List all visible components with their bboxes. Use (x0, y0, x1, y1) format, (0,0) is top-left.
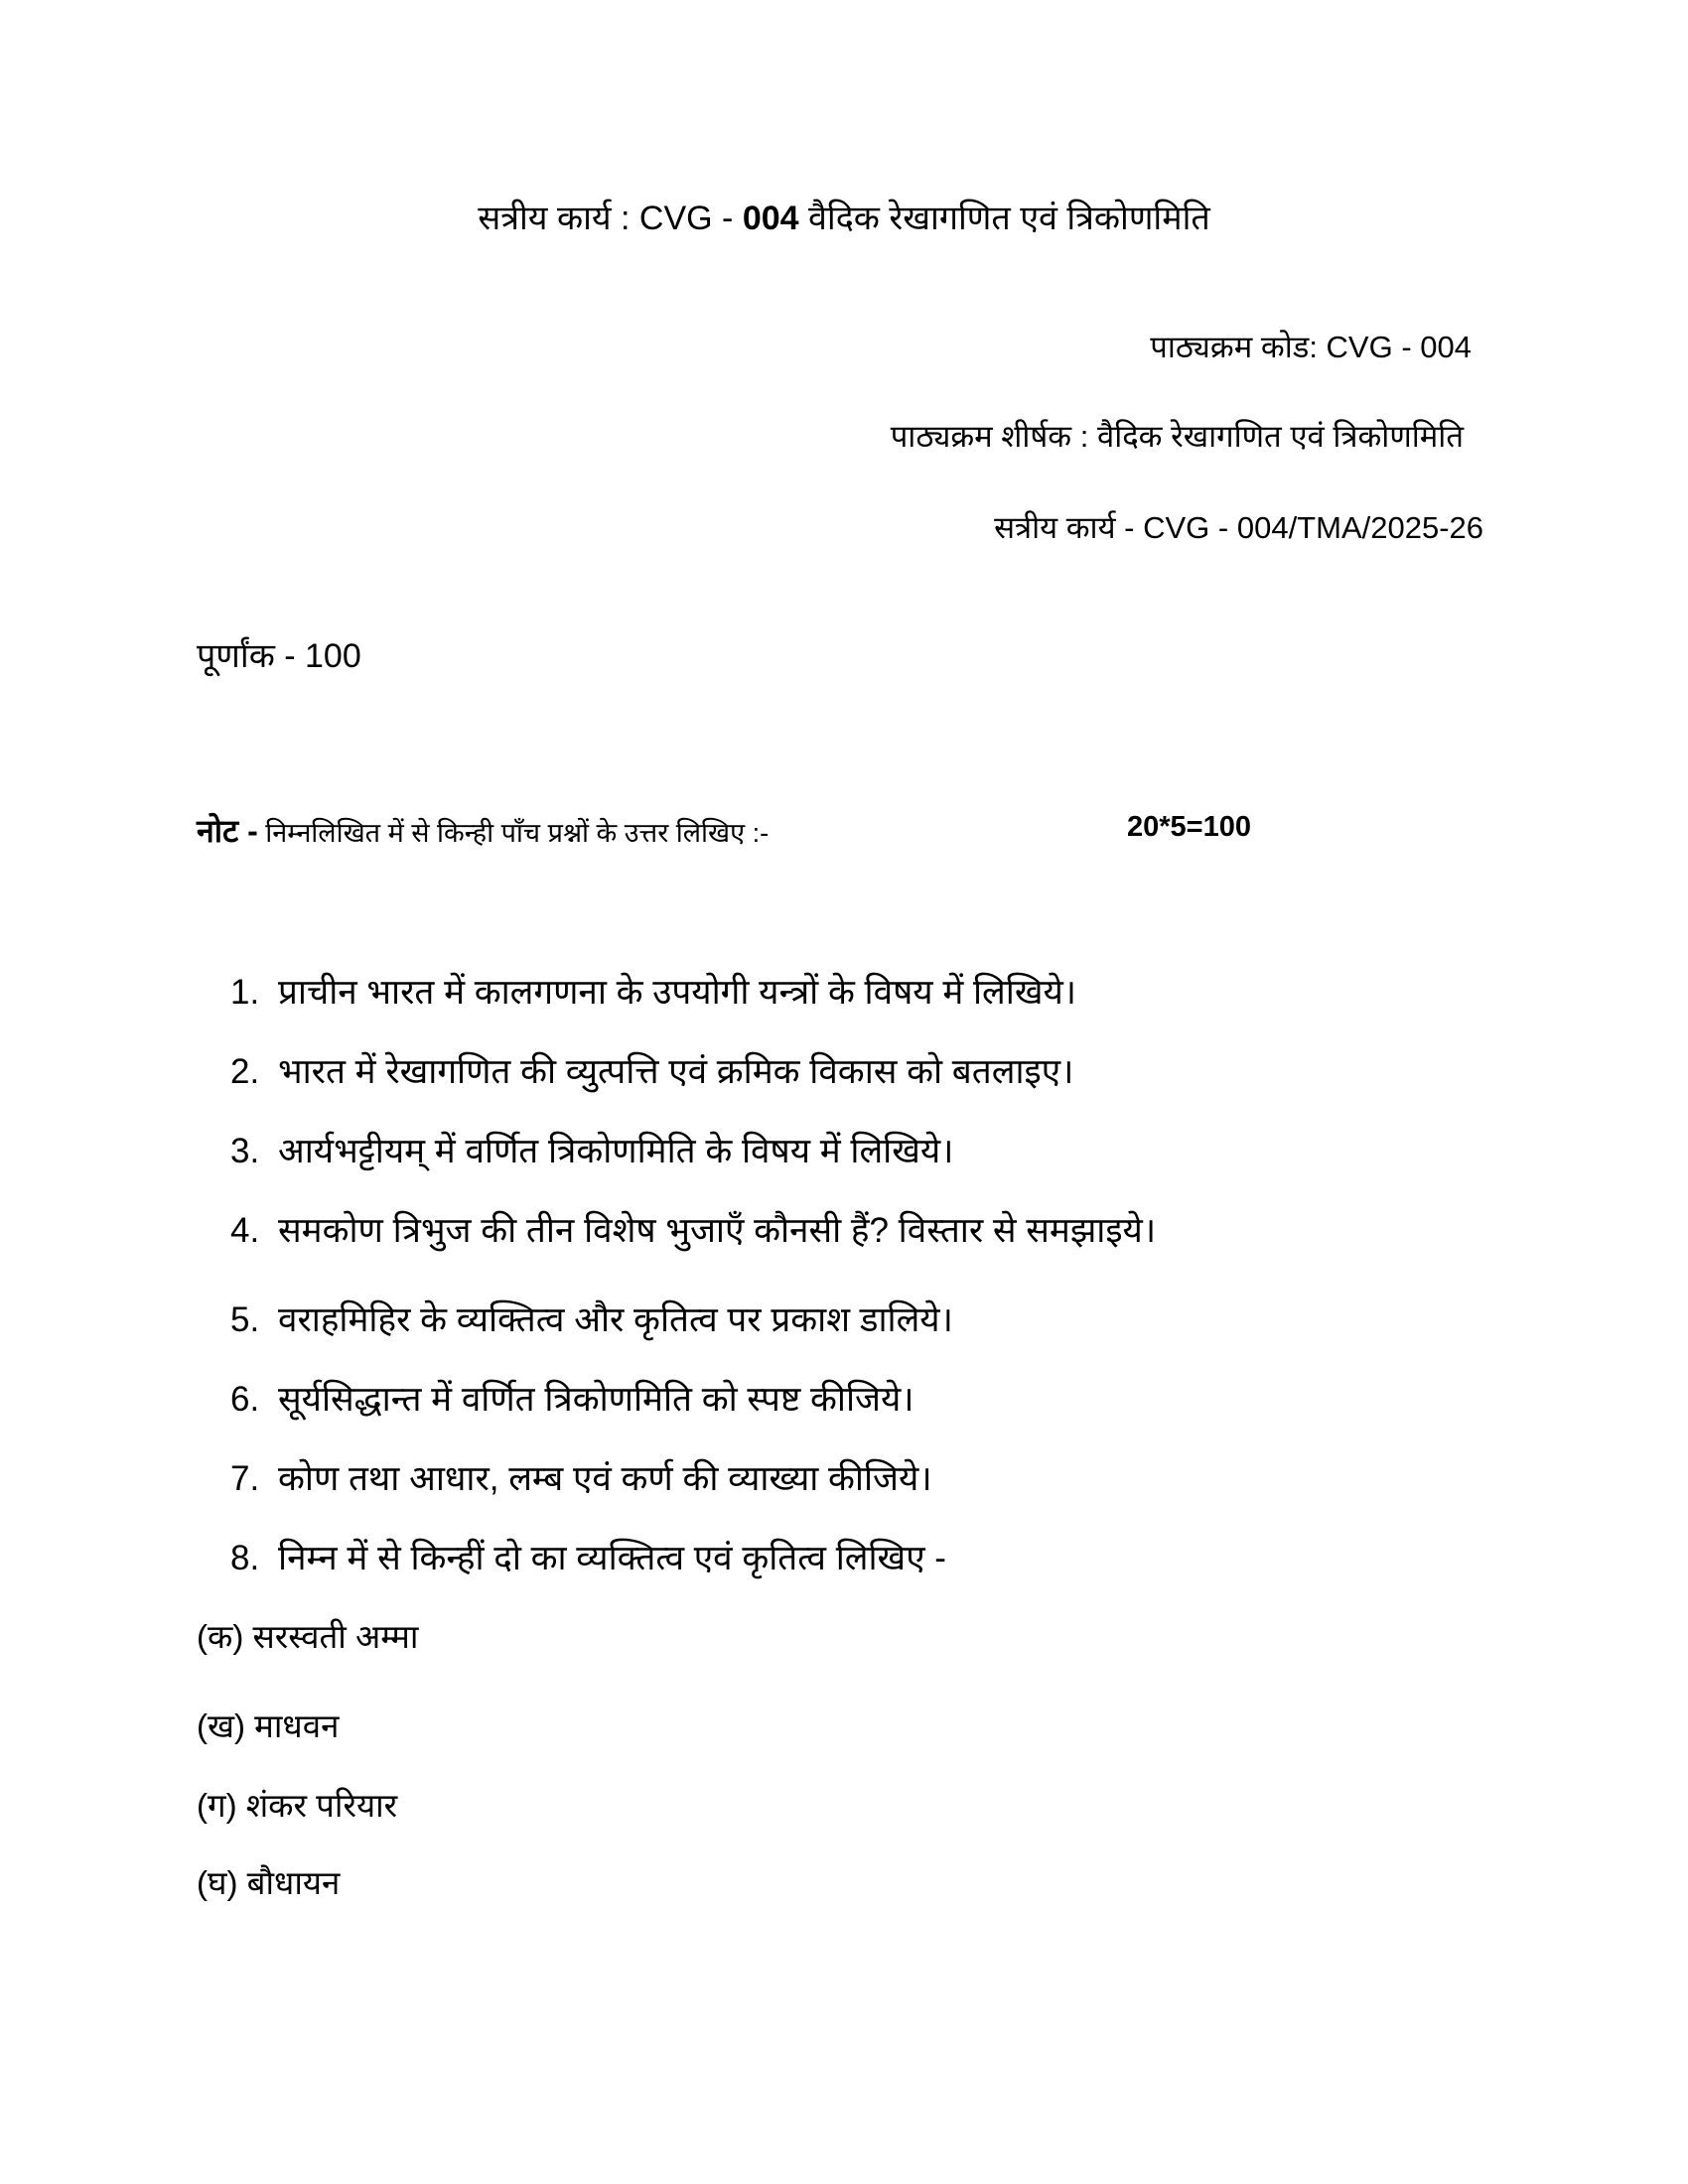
question-item (230, 1454, 932, 1501)
course-title: पाठ्यक्रम शीर्षक : वैदिक रेखागणित एवं त्रिकोणमिति (890, 419, 1464, 454)
title-prefix: सत्रीय कार्य : CVG - (478, 200, 743, 237)
question-number: 6. (230, 1380, 260, 1419)
question-item (230, 1375, 914, 1422)
title-code: 004 (742, 200, 799, 237)
assignment-code: सत्रीय कार्य - CVG - 004/TMA/2025-26 (994, 510, 1483, 545)
question-number: 4. (230, 1211, 260, 1250)
question-number: 5. (230, 1300, 260, 1339)
sub-option: (क) सरस्वती अम्मा (197, 1618, 419, 1655)
note-marks: 20*5=100 (1127, 811, 1251, 843)
sub-option: (ख) माधवन (197, 1707, 340, 1744)
question-text: आर्यभट्टीयम् में वर्णित त्रिकोणमिति के विषय में लिखिये। (278, 1132, 954, 1170)
sub-option: (ग) शंकर परियार (197, 1787, 398, 1824)
question-text: कोण तथा आधार, लम्ब एवं कर्ण की व्याख्या कीजिये। (278, 1459, 932, 1498)
question-text: वराहमिहिर के व्यक्तित्व और कृतित्व पर प्रकाश डालिये। (278, 1300, 953, 1339)
question-item (230, 1296, 953, 1342)
question-text: निम्न में से किन्हीं दो का व्यक्तित्व एवं कृतित्व लिखिए - (278, 1539, 946, 1577)
question-text: भारत में रेखागणित की व्युत्पत्ति एवं क्रमिक विकास को बतलाइए। (278, 1052, 1074, 1091)
question-number: 1. (230, 973, 260, 1012)
question-number: 3. (230, 1132, 260, 1170)
question-item (230, 1206, 1156, 1253)
question-item (230, 1047, 1073, 1094)
max-marks: पूर्णांक - 100 (197, 637, 361, 675)
question-item (230, 1534, 946, 1580)
question-number: 7. (230, 1459, 260, 1498)
page-title (0, 194, 1688, 239)
question-text: सूर्यसिद्धान्त में वर्णित त्रिकोणमिति को स्पष्ट कीजिये। (278, 1380, 914, 1419)
question-number: 8. (230, 1539, 260, 1577)
question-item (230, 1127, 953, 1173)
note-text: निम्नलिखित में से किन्ही पाँच प्रश्नों के उत्तर लिखिए :- (257, 818, 770, 848)
title-suffix: वैदिक रेखागणित एवं त्रिकोणमिति (798, 200, 1210, 237)
sub-option: (घ) बौधायन (197, 1864, 341, 1901)
note (197, 809, 769, 852)
question-text: प्राचीन भारत में कालगणना के उपयोगी यन्त्रों के विषय में लिखिये। (278, 973, 1077, 1012)
question-item (230, 968, 1076, 1015)
question-text: समकोण त्रिभुज की तीन विशेष भुजाएँ कौनसी हैं? विस्तार से समझाइये। (278, 1211, 1157, 1250)
note-label: नोट - (197, 813, 258, 849)
question-number: 2. (230, 1052, 260, 1091)
course-code: पाठ्यक्रम कोड: CVG - 004 (1150, 330, 1472, 364)
